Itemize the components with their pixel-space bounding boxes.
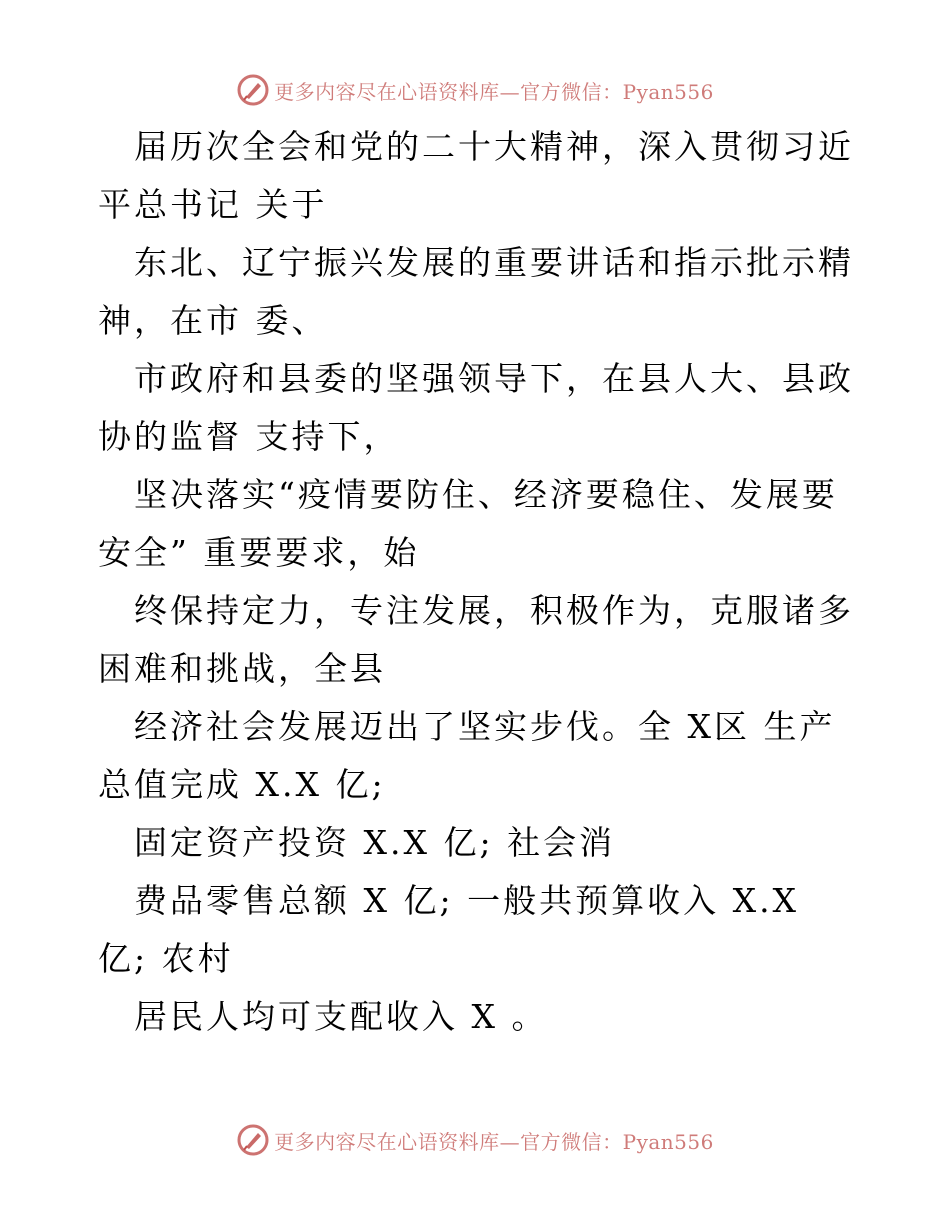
quill-logo-icon bbox=[236, 1123, 270, 1157]
paragraph: 东北、辽宁振兴发展的重要讲话和指示批示精神，在市 委、 bbox=[98, 243, 854, 340]
paragraph: 市政府和县委的坚强领导下，在县人大、县政协的监督 支持下， bbox=[98, 359, 854, 456]
watermark-text: 更多内容尽在心语资料库—官方微信：Pyan556 bbox=[274, 1129, 714, 1154]
watermark-footer bbox=[0, 1120, 950, 1160]
paragraph: 固定资产投资 X.X 亿; 社会消 bbox=[134, 823, 616, 862]
paragraph: 届历次全会和党的二十大精神，深入贯彻习近平总书记 关于 bbox=[98, 127, 854, 224]
paragraph: 居民人均可支配收入 X 。 bbox=[134, 997, 548, 1036]
paragraph: 费品零售总额 X 亿; 一般共预算收入 X.X 亿; 农村 bbox=[98, 881, 813, 978]
paragraph: 终保持定力，专注发展，积极作为，克服诸多困难和挑战，全县 bbox=[98, 591, 854, 688]
quill-logo-icon bbox=[236, 73, 270, 107]
paragraph: 坚决落实“疫情要防住、经济要稳住、发展要安全” 重要要求，始 bbox=[98, 475, 838, 572]
document-body bbox=[98, 118, 858, 1046]
paragraph: 经济社会发展迈出了坚实步伐。全 X区 生产总值完成 X.X 亿; bbox=[98, 707, 836, 804]
watermark-header bbox=[0, 70, 950, 110]
watermark-text: 更多内容尽在心语资料库—官方微信：Pyan556 bbox=[274, 79, 714, 104]
